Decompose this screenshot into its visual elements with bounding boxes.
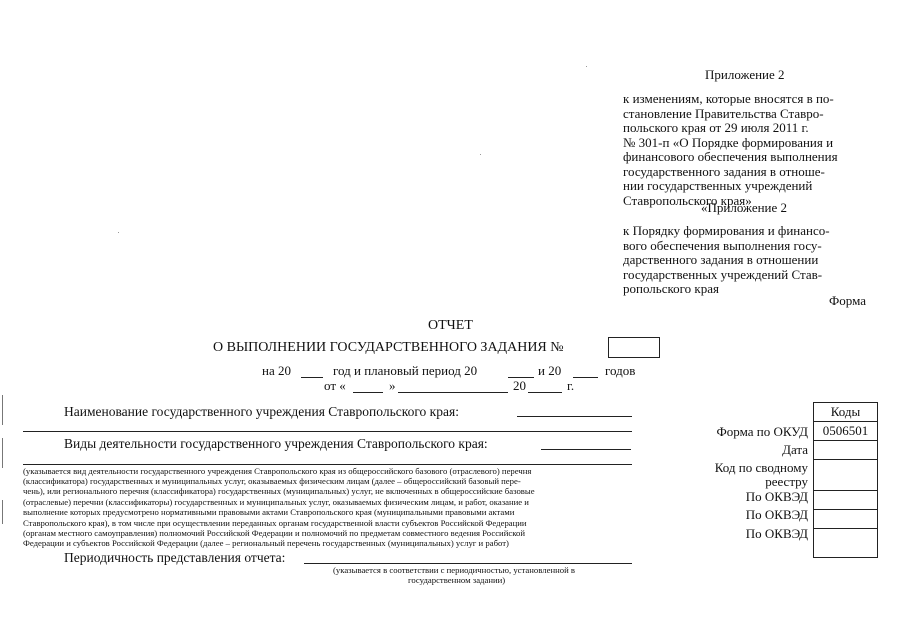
code-label-okved-2: По ОКВЭД	[745, 507, 808, 522]
scan-margin-line	[2, 438, 3, 468]
date-mid: »	[389, 378, 396, 393]
task-number-box[interactable]	[608, 337, 660, 358]
footnote-line: (указывается вид деятельности государственного учреждения Ставропольского края из общероссийского базового (отраслевого) перечня	[23, 466, 532, 476]
footnote-line: Федерации и субъектов Российской Федерации (далее – региональный перечень государственных (муниципальных) услуг и работ)	[23, 538, 509, 548]
periodicity-field[interactable]	[304, 563, 632, 564]
scan-margin-line	[2, 500, 3, 524]
scan-speck	[586, 66, 587, 67]
date-prefix: от «	[324, 378, 346, 393]
code-label-okved: По ОКВЭД	[745, 489, 808, 504]
footnote-line: выполнение которых предусмотрено нормативными правовыми актами Ставропольского края (муниципальными правовыми актами	[23, 507, 515, 517]
activity-types-field[interactable]	[541, 449, 631, 450]
date-year-field[interactable]	[528, 392, 562, 393]
inner-appendix-line: государственных учреждений Став-	[623, 266, 823, 282]
code-value-okved[interactable]	[813, 490, 878, 510]
periodicity-note-line: (указывается в соответствии с периодичностью, установленной в	[333, 565, 576, 575]
code-value-okved-2[interactable]	[813, 509, 878, 529]
footnote-line: (классификатора) государственных и муниципальных услуг, оказываемых физическим лицам (далее – общероссийский базовый пере-	[23, 476, 521, 486]
code-label-date: Дата	[782, 442, 808, 457]
institution-name-label: Наименование государственного учреждения Ставропольского края:	[64, 404, 459, 419]
report-title: ОТЧЕТ	[428, 318, 473, 333]
inner-appendix-title: «Приложение 2	[701, 200, 788, 215]
appendix-text-line: к изменениям, которые вносятся в по-	[623, 91, 834, 106]
scan-speck	[480, 154, 481, 155]
period-year-field[interactable]	[301, 377, 323, 378]
code-label-registry-line2: реестру	[765, 474, 808, 489]
code-value-date[interactable]	[813, 440, 878, 460]
periodicity-label: Периодичность представления отчета:	[64, 550, 286, 565]
appendix-text-line: государственного задания в отноше-	[623, 163, 825, 179]
appendix-text-line: становление Правительства Ставро-	[623, 105, 824, 121]
date-month-field[interactable]	[398, 392, 508, 393]
codes-header: Коды	[813, 402, 878, 422]
code-value-okved-3[interactable]	[813, 528, 878, 558]
code-value-okud: 0506501	[813, 421, 878, 441]
activity-types-label: Виды деятельности государственного учреждения Ставропольского края:	[64, 436, 488, 451]
period-mid1: год и плановый период 20	[333, 363, 478, 378]
plan-year2-field[interactable]	[573, 377, 598, 378]
period-mid2: и 20	[538, 363, 562, 378]
code-value-registry[interactable]	[813, 459, 878, 491]
footnote-line: (органам местного самоуправления) полномочий Российской Федерации и полномочий по предметам совместного ведения Российской	[23, 528, 525, 538]
scan-speck	[118, 232, 119, 233]
appendix-text-line: Ставропольского края»	[623, 192, 752, 208]
footnote-line: Ставропольского края), в том числе при осуществлении переданных органам государственной власти субъектов Российской Федерации	[23, 518, 527, 528]
appendix-text	[623, 92, 872, 208]
appendix-text-line: финансового обеспечения выполнения	[623, 149, 838, 164]
date-suffix: г.	[567, 378, 575, 393]
footnote-line: (отраслевые) перечни (классификаторы) государственных и муниципальных услуг, оказываемых физическим лицам, и работ, оказание и	[23, 497, 529, 507]
date-day-field[interactable]	[353, 392, 383, 393]
form-label: Форма	[829, 293, 866, 308]
date-year: 20	[513, 378, 526, 393]
footnote-line: чень), или регионального перечня (классификатора) государственных (муниципальных) услуг, не включенных в общероссийские базовые	[23, 486, 535, 496]
institution-name-field-line2[interactable]	[23, 431, 632, 432]
code-label-okud: Форма по ОКУД	[716, 424, 808, 439]
inner-appendix-line: к Порядку формирования и финансо-	[623, 223, 830, 238]
code-label-registry: Код по сводному	[714, 460, 808, 475]
period-prefix: на 20	[262, 363, 291, 378]
report-subtitle: О ВЫПОЛНЕНИИ ГОСУДАРСТВЕННОГО ЗАДАНИЯ №	[213, 340, 564, 355]
inner-appendix-line: дарственного задания в отношении	[623, 252, 819, 267]
scan-margin-line	[2, 395, 3, 425]
appendix-text-line: польского края от 29 июля 2011 г.	[623, 120, 809, 135]
appendix-text-line: нии государственных учреждений	[623, 178, 813, 193]
inner-appendix-line: ропольского края	[623, 281, 719, 296]
appendix-text-line: № 301-п «О Порядке формирования и	[623, 134, 834, 150]
inner-appendix-line: вого обеспечения выполнения госу-	[623, 237, 822, 253]
code-label-okved-3: По ОКВЭД	[745, 526, 808, 541]
appendix-title: Приложение 2	[705, 67, 785, 82]
inner-appendix-text	[623, 224, 872, 297]
periodicity-note-line: государственном задании)	[408, 575, 506, 585]
activity-types-field-line2[interactable]	[23, 464, 632, 465]
institution-name-field[interactable]	[517, 416, 632, 417]
period-suffix: годов	[605, 363, 636, 378]
